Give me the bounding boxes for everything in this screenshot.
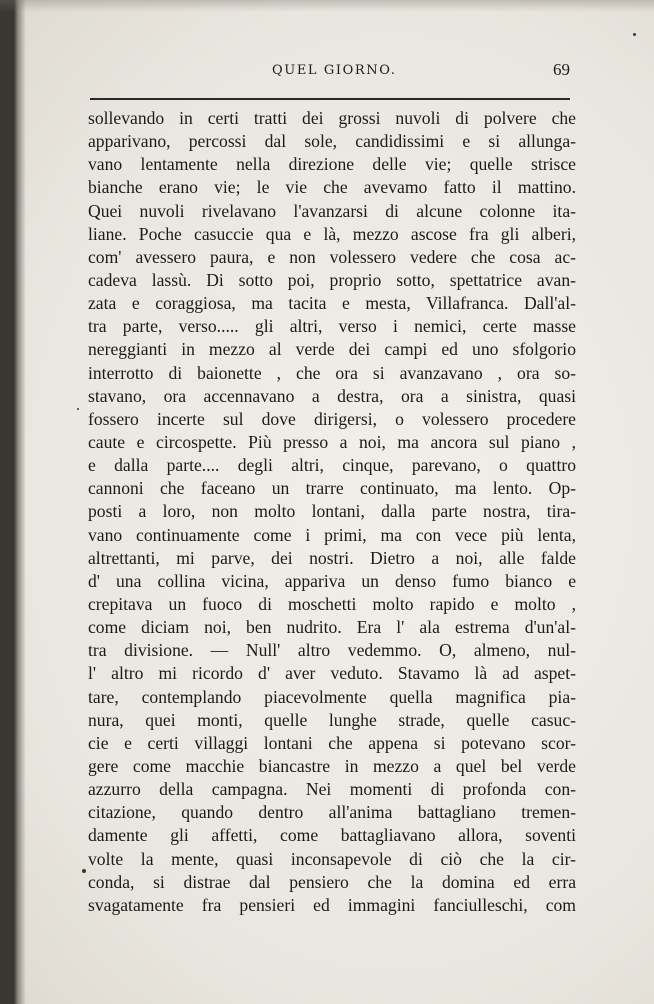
page-number: 69 <box>553 60 570 79</box>
text-line: interrotto di baionette , che ora si avanzavano , ora so- <box>88 362 576 383</box>
body-text <box>88 107 576 917</box>
text-line: com' avessero paura, e non volessero vedere che cosa ac- <box>88 246 576 267</box>
ink-speck <box>77 408 79 410</box>
text-line: altrettanti, mi parve, dei nostri. Dietro a noi, alle falde <box>88 547 576 568</box>
text-line: posti a loro, non molto lontani, dalla parte nostra, tira- <box>88 501 576 522</box>
text-line: volte la mente, quasi inconsapevole di ciò che la cir- <box>88 848 576 869</box>
text-line: citazione, quando dentro all'anima battagliano tremen- <box>88 802 576 823</box>
text-line: bianche erano vie; le vie che avevamo fatto il mattino. <box>88 177 576 198</box>
text-line: azzurro della campagna. Nei momenti di profonda con- <box>88 779 576 800</box>
text-line: vano continuamente come i primi, ma con vece più lenta, <box>88 524 576 545</box>
text-line: tra divisione. — Null' altro vedemmo. O, almeno, nul- <box>88 640 576 661</box>
ink-speck <box>633 33 636 36</box>
text-line: tra parte, verso..... gli altri, verso i nemici, certe masse <box>88 316 576 337</box>
text-line: svagatamente fra pensieri ed immagini fanciulleschi, com <box>88 894 576 915</box>
text-line: caute e circospette. Più presso a noi, ma ancora sul piano , <box>88 431 576 452</box>
text-line: damente gli affetti, come battagliavano allora, soventi <box>88 825 576 846</box>
text-line: vano lentamente nella direzione delle vie; quelle strisce <box>88 154 576 175</box>
running-title: QUEL GIORNO. <box>272 63 397 78</box>
page-header <box>88 60 574 85</box>
text-line: l' altro mi ricordo d' aver veduto. Stavamo là ad aspet- <box>88 663 576 684</box>
page-top-edge <box>0 0 654 12</box>
text-line: liane. Poche casuccie qua e là, mezzo ascose fra gli alberi, <box>88 223 576 244</box>
text-line: zata e coraggiosa, ma tacita e mesta, Villafranca. Dall'al- <box>88 293 576 314</box>
text-line: crepitava un fuoco di moschetti molto rapido e molto , <box>88 593 576 614</box>
ink-speck <box>82 869 86 873</box>
text-line: cannoni che faceano un trarre continuato, ma lento. Op- <box>88 478 576 499</box>
text-line: nereggianti in mezzo al verde dei campi ed uno sfolgorio <box>88 339 576 360</box>
text-line: come diciam noi, ben nudrito. Era l' ala estrema d'un'al- <box>88 617 576 638</box>
text-line: cie e certi villaggi lontani che appena si potevano scor- <box>88 732 576 753</box>
header-rule <box>90 98 570 100</box>
text-line: nura, quei monti, quelle lunghe strade, quelle casuc- <box>88 709 576 730</box>
text-line: sollevando in certi tratti dei grossi nuvoli di polvere che <box>88 108 576 128</box>
text-line: conda, si distrae dal pensiero che la domina ed erra <box>88 871 576 892</box>
text-line: d' una collina vicina, appariva un denso fumo bianco e <box>88 570 576 591</box>
text-line: cadeva lassù. Di sotto poi, proprio sotto, spettatrice avan- <box>88 269 576 290</box>
text-line: e dalla parte.... degli altri, cinque, parevano, o quattro <box>88 455 576 476</box>
text-line: tare, contemplando piacevolmente quella magnifica pia- <box>88 686 576 707</box>
text-line: Quei nuvoli rivelavano l'avanzarsi di alcune colonne ita- <box>88 200 576 221</box>
text-line: gere come macchie biancastre in mezzo a quel bel verde <box>88 755 576 776</box>
text-line: apparivano, percossi dal sole, candidissimi e si allunga- <box>88 131 576 152</box>
binding-shadow <box>0 0 26 1004</box>
text-line: fossero incerte sul dove dirigersi, o volessero procedere <box>88 408 576 429</box>
text-line: stavano, ora accennavano a destra, ora a sinistra, quasi <box>88 385 576 406</box>
